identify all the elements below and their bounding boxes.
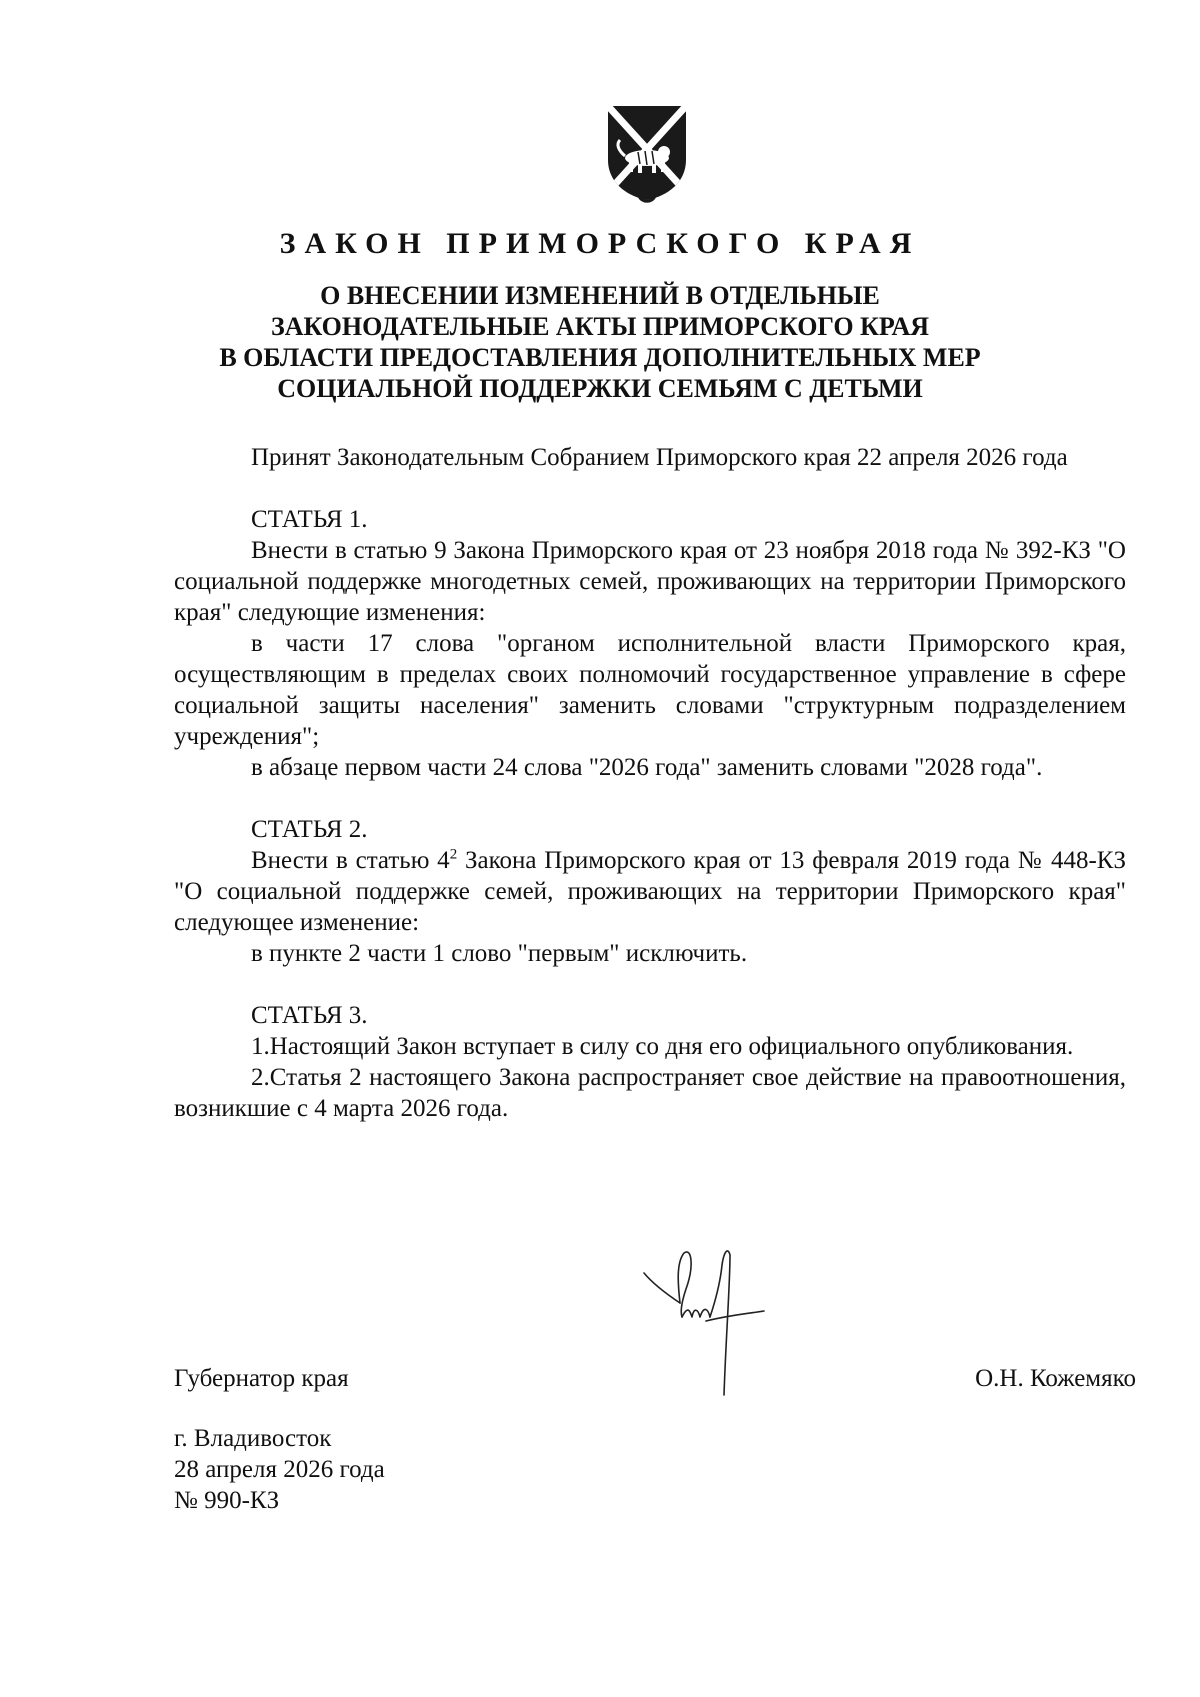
adoption-statement: Принят Законодательным Собранием Приморского края 22 апреля 2026 года — [251, 444, 1068, 471]
law-body — [174, 442, 1126, 1124]
article-3-heading: СТАТЬЯ 3. — [251, 1002, 368, 1029]
article-1-item-2: в абзаце первом части 24 слова "2026 года" заменить словами "2028 года". — [251, 754, 1043, 781]
article-1-item-1: в части 17 слова "органом исполнительной власти Приморского края, осуществляющим в пределах своих полномочий государственное управление в сфере социальной защиты населения" заменить словами "структурным подразделением учреждения"; — [174, 630, 1126, 750]
place-of-signing: г. Владивосток — [174, 1425, 332, 1452]
article-2-intro — [174, 845, 1126, 938]
article-2-heading: СТАТЬЯ 2. — [251, 816, 368, 843]
article-1-heading: СТАТЬЯ 1. — [251, 506, 368, 533]
law-title-line: ЗАКОНОДАТЕЛЬНЫЕ АКТЫ ПРИМОРСКОГО КРАЯ — [270, 312, 930, 341]
law-title-line: СОЦИАЛЬНОЙ ПОДДЕРЖКИ СЕМЬЯМ С ДЕТЬМИ — [277, 374, 923, 403]
article-2-item-1: в пункте 2 части 1 слово "первым" исключить. — [251, 940, 748, 967]
law-heading: ЗАКОН ПРИМОРСКОГО КРАЯ — [279, 227, 921, 260]
law-title-line: О ВНЕСЕНИИ ИЗМЕНЕНИЙ В ОТДЕЛЬНЫЕ — [320, 281, 880, 310]
law-title-line: В ОБЛАСТИ ПРЕДОСТАВЛЕНИЯ ДОПОЛНИТЕЛЬНЫХ МЕР — [219, 343, 981, 372]
handwritten-signature — [640, 1245, 800, 1435]
signatory-position: Губернатор края — [174, 1365, 349, 1392]
document-footer — [174, 1423, 385, 1516]
article-3-item-1: 1.Настоящий Закон вступает в силу со дня его официального опубликования. — [251, 1033, 1074, 1060]
article-1-intro: Внести в статью 9 Закона Приморского края от 23 ноября 2018 года № 392-КЗ "О социальной поддержке многодетных семей, проживающих на территории Приморского края" следующие изменения: — [174, 537, 1126, 626]
article-2-intro-end: Закона Приморского края от 13 февраля 2019 года № 448-КЗ "О социальной поддержке семей, проживающих на территории Приморского края" следующее изменение: — [174, 847, 1126, 936]
article-number-superscript: 2 — [449, 846, 458, 863]
article-2-intro-start: Внести в статью 4 — [251, 847, 450, 874]
signing-date: 28 апреля 2026 года — [174, 1456, 385, 1483]
article-3-item-2: 2.Статья 2 настоящего Закона распространяет свое действие на правоотношения, возникшие с 4 марта 2026 года. — [174, 1064, 1126, 1122]
law-title — [0, 280, 1200, 404]
signatory-name: О.Н. Кожемяко — [975, 1365, 1136, 1392]
primorsky-krai-coat-of-arms-icon — [602, 100, 692, 204]
law-number: № 990-КЗ — [174, 1487, 280, 1514]
